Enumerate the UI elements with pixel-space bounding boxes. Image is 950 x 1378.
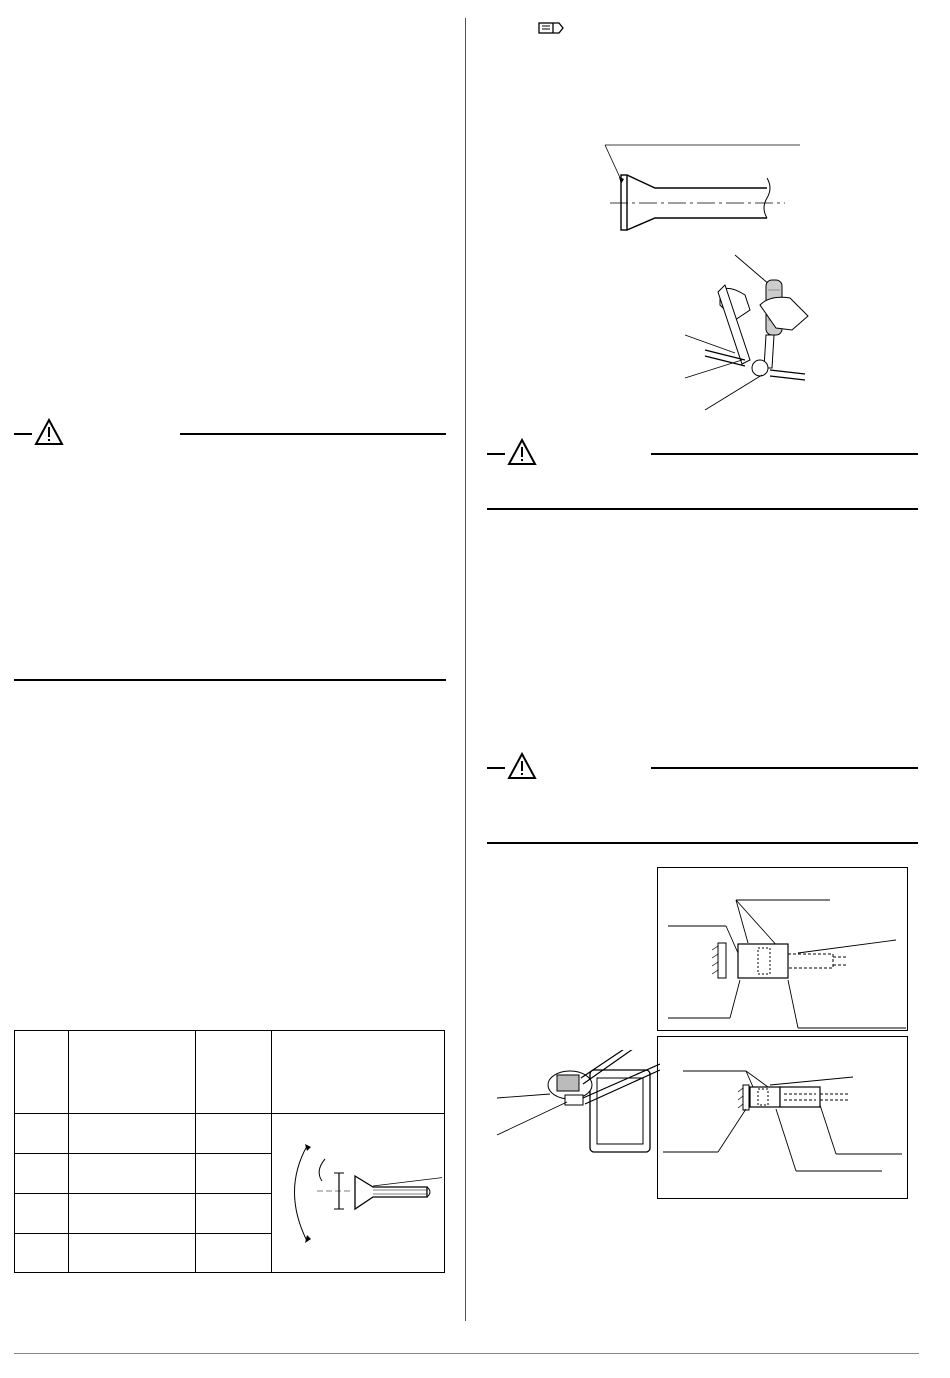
warning-triangle-icon [507,438,537,466]
table-col-line [68,1031,69,1272]
warning-triangle-icon [507,752,537,780]
flare-dimension-table [14,1030,445,1273]
valve-detail-lower-diagram [658,1037,907,1198]
caution-dash [487,453,505,455]
caution-heading-right-1 [487,438,918,468]
table-row-rule [15,1153,271,1154]
table-row-rule [15,1233,271,1234]
flare-cross-section-diagram [277,1131,442,1271]
table-row-rule [15,1193,271,1194]
caution-rule [651,767,918,769]
caution-heading-left [14,418,446,448]
table-header-rule [15,1113,444,1114]
outdoor-unit-valve-figure [495,1050,660,1160]
detail-box-lower [657,1036,908,1199]
two-wrench-tightening-figure [680,250,820,420]
caution-heading-right-2 [487,752,918,782]
caution-dash [14,433,32,435]
section-rule-right-2 [487,842,918,844]
caution-dash [487,767,505,769]
caution-rule [180,433,446,435]
flared-pipe-end-figure [595,140,810,240]
section-rule-left [14,679,446,681]
warning-triangle-icon [34,418,64,446]
section-rule-right-1 [487,508,918,510]
footer-rule [14,1353,919,1354]
pointing-hand-icon [537,18,565,38]
caution-rule [651,453,918,455]
column-divider [465,18,466,1321]
table-col-line [195,1031,196,1272]
detail-box-upper [657,867,908,1031]
table-col-line [271,1031,272,1272]
valve-detail-upper-diagram [658,868,907,1030]
